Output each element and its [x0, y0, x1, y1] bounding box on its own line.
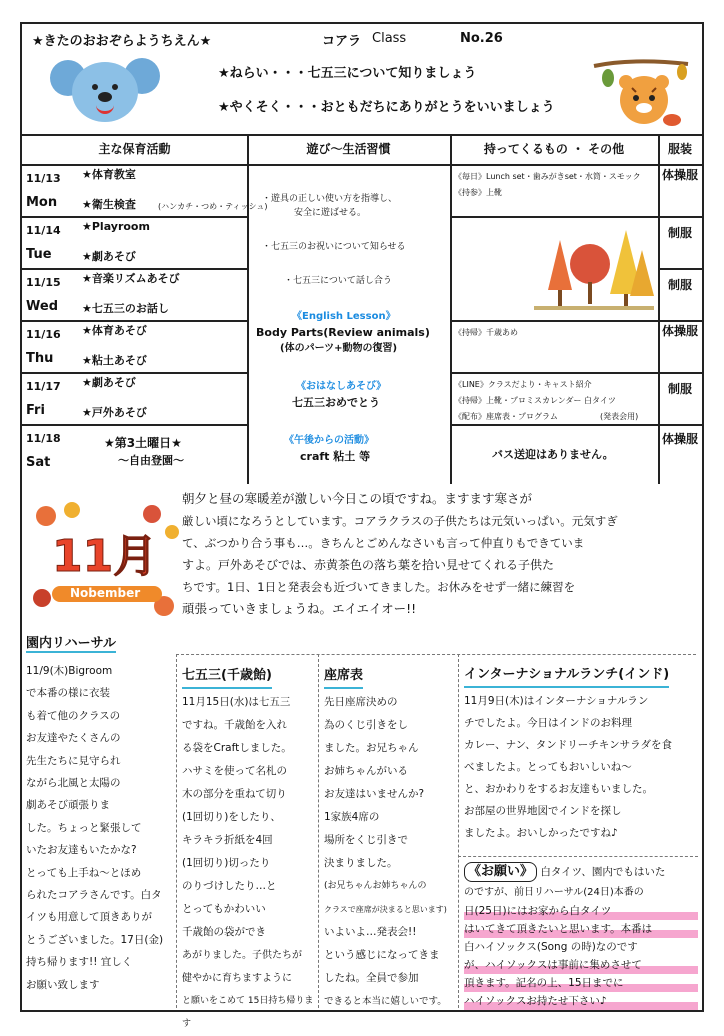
rehearsal-title: 園内リハーサル: [26, 632, 116, 653]
request-section: 《お願い》 白タイツ、園内でもはいた のですが、前日リハーサル(24日)本番の 日(25日)にはお家から白タイツ はいてきて頂きたいと思います。本番は 白ハイソックス(Song の時)なのです が、ハイソックスは事前に集めさせて 頂きます。記名の上、15日までに ハイソックスお持たせ下さい♪: [464, 862, 698, 1010]
clothing-thu: 体操服: [661, 324, 698, 338]
school-name: ★きたのおおぞらようちえん★: [32, 34, 212, 49]
row-date: 11/18 Sat: [26, 432, 61, 470]
activity: ★体育あそび: [82, 324, 147, 337]
activity: ～自由登園～: [118, 454, 184, 467]
activity: ★音楽リズムあそび: [82, 272, 180, 285]
item-note: 《持帰》千歳あめ: [454, 328, 518, 337]
story-title: 《おはなしあそび》: [296, 381, 387, 392]
row-date: 11/14 Tue: [26, 224, 61, 262]
koala-icon: [50, 58, 160, 124]
clothing-mon: 体操服: [661, 168, 698, 182]
activity: ★衛生検査: [82, 198, 136, 211]
item-note: 《毎日》Lunch set・歯みがきset・水筒・スモック: [454, 172, 641, 181]
activity: ★劇あそび: [82, 376, 136, 389]
rehearsal-text: 11/9(木)Bigroom で本番の様に衣装 も着て他のクラスの お友達やたくさんの 先生たちに見守られ ながら北風と太陽の 劇あそび頑張りま した。ちょっと緊張して いたお友達もいたかな? とっても上手ね～とほめ られたコアラさんです。白タ イツも用意して頂きありが とうございました。17日(金) 持ち帰ります!! 宜しく お願い致します: [26, 665, 164, 991]
intro-paragraph: 朝夕と昼の寒暖差が激しい今日この頃ですね。ますます寒さが 厳しい頃になろうとしています。コアラクラスの子供たちは元気いっぱい。元気すぎ て、ぶつかり合う事も…。きちんとごめんなさいも言って仲直りもできていま すよ。戸外あそびでは、赤黄茶色の落ち葉を拾い見せてくれる子供た ちです。1日、1日と発表会も近づいてきました。お休みをせず一緒に練習を 頑張っていきましょうね。エイエイオー!!: [182, 491, 618, 616]
play-line: 安全に遊ばせる。: [294, 208, 367, 218]
aim-text: ★ねらい・・・七五三について知りましょう: [218, 66, 477, 81]
play-line: ・遊具の正しい使い方を指導し、: [262, 194, 398, 204]
activity: ★体育教室: [82, 168, 136, 181]
tiger-icon: [592, 52, 692, 132]
lunch-section: インターナショナルランチ(インド) 11月9日(木)はインターナショナルラン チでしたよ。今日はインドのお料理 カレー、ナン、タンドリーチキンサラダを食 べましたよ。とってもおいしいね～ と、おかわりをするお友達もいました。 お部屋の世界地図でインドを探し ましたよ。おいしかったですね♪: [464, 664, 698, 844]
month-badge: [32, 502, 182, 632]
newsletter-header: [22, 24, 702, 136]
row-date: 11/17 Fri: [26, 380, 61, 418]
weekly-schedule-table: [22, 134, 702, 484]
header-play-habits: 遊び～生活習慣: [306, 142, 391, 156]
month-label: Nobember: [70, 586, 141, 600]
english-lesson-title: 《English Lesson》: [292, 311, 396, 322]
header-main-activities: 主な保育活動: [98, 142, 171, 156]
row-date: 11/15 Wed: [26, 276, 61, 314]
item-note: 《配布》座席表・プログラム: [454, 412, 558, 421]
clothing-sat: 体操服: [661, 432, 698, 446]
activity: ★戸外あそび: [82, 406, 147, 419]
autumn-trees-icon: [534, 220, 654, 316]
afternoon-title: 《午後からの活動》: [284, 435, 374, 446]
activity: ★劇あそび: [82, 250, 136, 263]
item-note: 《持帰》上靴・プロミスカレンダー 白タイツ: [454, 396, 616, 405]
activity: ★Playroom: [82, 220, 150, 233]
class-newsletter: [20, 22, 704, 1029]
activity: ★第3土曜日★: [104, 436, 182, 450]
play-line: ・七五三について話し合う: [284, 276, 392, 286]
month-number: 11月: [52, 531, 158, 582]
clothing-tue: 制服: [667, 226, 692, 240]
class-label: Class: [372, 31, 407, 46]
header-items: 持ってくるもの ・ その他: [483, 142, 625, 156]
clothing-fri: 制服: [667, 382, 692, 396]
class-name: コアラ: [322, 34, 362, 49]
afternoon-body: craft 粘土 等: [300, 450, 371, 463]
bus-notice: バス送迎はありません。: [492, 448, 614, 461]
english-lesson-sub: (体のパーツ+動物の復習): [280, 343, 398, 354]
story-body: 七五三おめでとう: [292, 396, 380, 409]
header-clothing: 服装: [667, 142, 692, 156]
activity: ★七五三のお話し: [82, 302, 169, 315]
seating-section: 座席表 先日座席決めの 為のくじ引きをし ました。お兄ちゃん お姉ちゃんがいる お友達はいませんか? 1家族4席の 場所をくじ引きで 決まりました。 (お兄ちゃんお姉ちゃんの クラスで座席が決まると思います) いよいよ…発表会!! という感じになってきま したね。全員で参加 できると本当に嬉しいです。: [324, 664, 456, 1013]
activity-note: (ハンカチ・つめ・ティッシュ): [158, 202, 268, 211]
clothing-wed: 制服: [667, 278, 692, 292]
shichigosan-section: 七五三(千歳飴) 11月15日(水)は七五三 ですね。千歳飴を入れ る袋をCraftしました。 ハサミを使って名札の 木の部分を重ねて切り (1回切り)をしたり、 キラキラ折紙を4回 (1回切り)切ったり のりづけしたり…と とってもかわいい 千歳飴の袋ができ あがりました。子供たちが 健やかに育ちますように と願いをこめて 15日持ち帰ります: [182, 664, 316, 1036]
play-line: ・七五三のお祝いについて知らせる: [262, 242, 406, 252]
row-date: 11/13 Mon: [26, 172, 61, 210]
promise-text: ★やくそく・・・おともだちにありがとうをいいましょう: [218, 100, 555, 115]
english-lesson-body: Body Parts(Review animals): [256, 326, 430, 339]
item-note: (発表会用): [600, 412, 639, 421]
row-date: 11/16 Thu: [26, 328, 61, 366]
issue-number: No.26: [460, 31, 503, 46]
item-note: 《持参》上靴: [454, 188, 502, 197]
item-note: 《LINE》クラスだより・キャスト紹介: [454, 380, 592, 389]
activity: ★粘土あそび: [82, 354, 147, 367]
newsletter-body: [22, 484, 702, 1029]
